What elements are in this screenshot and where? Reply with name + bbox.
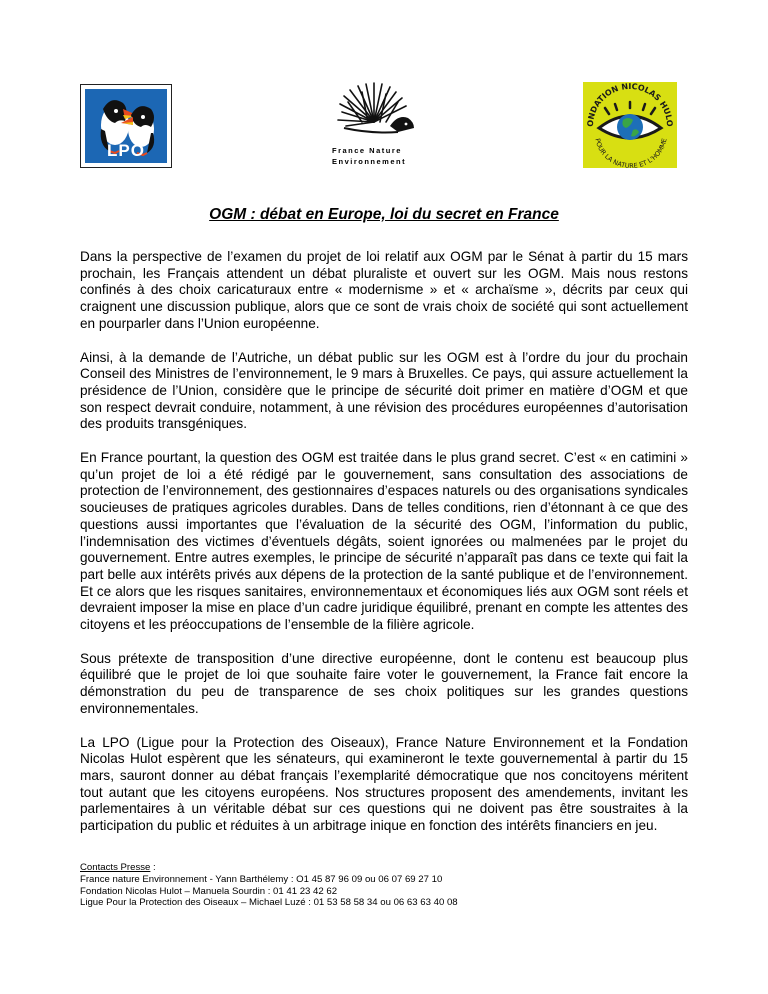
contact-line: Ligue Pour la Protection des Oiseaux – Michael Luzé : 01 53 58 58 34 ou 06 63 63 40 08 <box>80 897 458 909</box>
contact-line: Fondation Nicolas Hulot – Manuela Sourdin : 01 41 23 42 62 <box>80 885 338 897</box>
fne-logo-line1: France Nature <box>332 146 402 155</box>
svg-text:POUR LA NATURE ET L'HOMME <box>593 138 668 168</box>
contacts-title-suffix: : <box>150 862 156 873</box>
eye-globe-icon <box>583 82 677 168</box>
contacts-title: Contacts Presse <box>80 862 151 873</box>
fnh-logo-bottom-text: POUR LA NATURE ET L'HOMME <box>593 137 669 168</box>
press-contacts <box>80 862 688 909</box>
logo-row <box>80 82 680 172</box>
lpo-logo-text: LPO <box>107 141 145 160</box>
lpo-logo <box>80 84 172 168</box>
hedgehog-icon <box>332 82 416 140</box>
fne-logo <box>332 82 416 168</box>
paragraph: Ainsi, à la demande de l’Autriche, un débat public sur les OGM est à l’ordre du jour du prochain Conseil des Ministres de l’environnement, le 9 mars à Bruxelles. Ce pays, qui assure actuellement la présidence de l’Union, considère que le principe de sécurité doit primer en matière d’OGM et que son respect devrait conduire, notamment, à une révision des procédures européennes d’autorisation des produits transgéniques. <box>80 349 688 432</box>
fnh-logo-arc-text: ONDATION NICOLAS HULO <box>585 82 675 127</box>
contact-line: France nature Environnement - Yann Barthélemy : O1 45 87 96 09 ou 06 07 69 27 10 <box>80 873 443 885</box>
fne-logo-line2: Environnement <box>332 157 407 166</box>
paragraph: Sous prétexte de transposition d’une directive européenne, dont le contenu est beaucoup plus équilibré que le projet de loi que souhaite faire voter le gouvernement, la France fait encore la démonstration du peu de transparence de ses choix politiques sur les grandes questions environnementales. <box>80 650 688 716</box>
paragraph: Dans la perspective de l’examen du projet de loi relatif aux OGM par le Sénat à partir du 15 mars prochain, les Français attendent un débat pluraliste et ouvert sur les OGM. Mais nous restons confinés à des choix caricaturaux entre « modernisme » et « archaïsme », décrits par ceux qui craignent une discussion publique, alors que ce sont de vrais choix de société qui sont actuellement en pourparler dans l’Union européenne. <box>80 249 688 331</box>
contacts-heading <box>80 862 688 874</box>
press-release-title: OGM : débat en Europe, loi du secret en France <box>209 206 559 223</box>
paragraph: En France pourtant, la question des OGM est traitée dans le plus grand secret. C’est « en catimini » qu’un projet de loi a été rédigé par le gouvernement, sans consultation des associations de protection de l’environnement, des gestionnaires d’espaces naturels ou des organisations syndicales soucieuses de pratiques agricoles durables. Dans de telles conditions, rien d’étonnant à ce que des questions aussi importantes que l’évaluation de la sécurité des OGM, l’information du public, l’indemnisation des victimes d’éventuels dégâts, soient ignorées ou malmenées par le projet du gouvernement. Entre autres exemples, le principe de sécurité n’apparaît pas dans ce texte qui fait la part belle aux intérêts privés aux dépens de la protection de la santé publique et de l’environnement. Et ce alors que les risques sanitaires, environnementaux et économiques liés aux OGM sont réels et devraient imposer la mise en place d’un cadre juridique équilibré, prenant en compte les attentes des citoyens et les préoccupations de l’ensemble de la filière agricole. <box>80 450 688 633</box>
fnh-logo <box>583 82 677 168</box>
paragraph: La LPO (Ligue pour la Protection des Oiseaux), France Nature Environnement et la Fondation Nicolas Hulot espèrent que les sénateurs, qui examineront le texte gouvernemental à partir du 15 mars, sauront donner au débat français l’exemplarité démocratique que nos concitoyens méritent tout autant que les citoyens européens. Nos structures proposent des amendements, invitant les parlementaires à un véritable débat sur ces questions qui ne doivent pas être soustraites à la participation du public et réduites à un arbitrage inique en fonction des intérêts financiers en jeu. <box>80 734 688 834</box>
body-text <box>80 249 688 852</box>
